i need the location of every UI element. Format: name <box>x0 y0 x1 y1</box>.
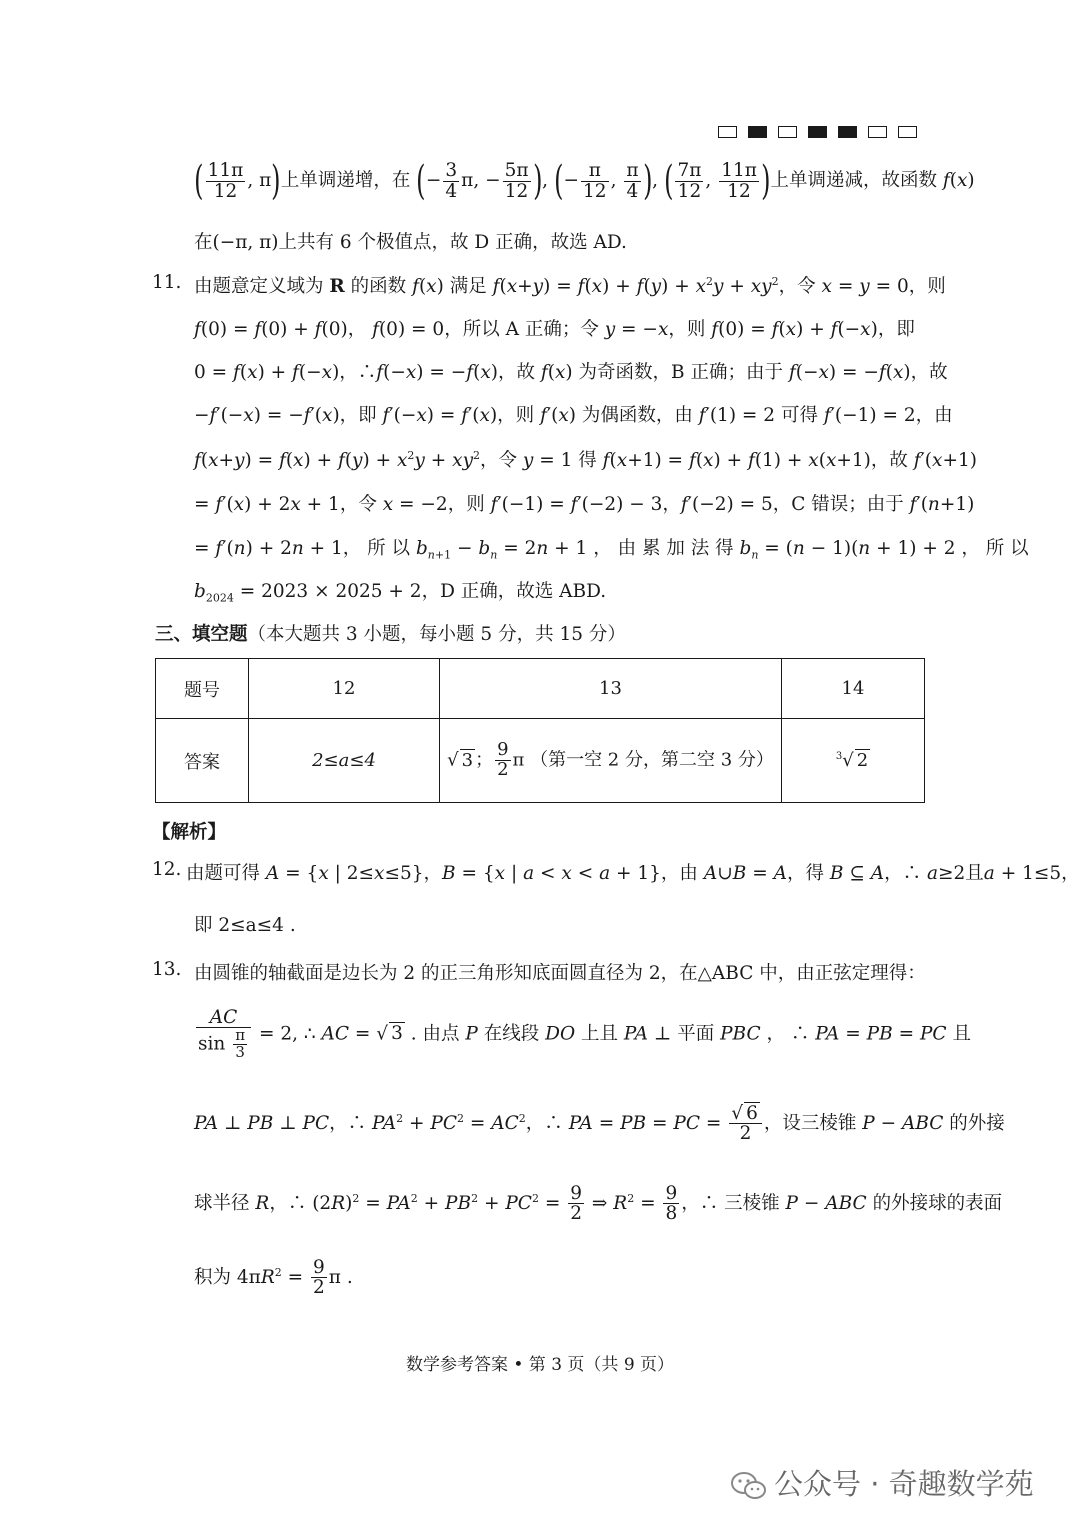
q10-line-2: 在(−π, π)上共有 6 个极值点，故 D 正确，故选 AD. <box>194 232 627 253</box>
table-cell: 14 <box>782 659 925 719</box>
q13-line-3: PA ⊥ PB ⊥ PC，∴ $PA^2 + PC^2 = AC^2$，∴ PA = PB = PC = $\frac{√ 6}{2}$ ，设三棱锥 P − ABC 的外接 <box>194 1103 1005 1145</box>
q11-line-3: 0 = f(x) + f(−x)，∴f(−x) = −f(x)，故 f(x) 为奇函数，B 正确；由于 f(−x) = −f(x)，故 <box>194 362 948 383</box>
q11-line-1: 由题意定义域为 R 的函数 f(x) 满足 $f(x+y) = f(x) + f(y) + x^2y + xy^2$，令 x = y = 0，则 <box>194 274 946 297</box>
q11-line-7: = f′(n) + 2n + 1， 所 以 $b_{n+1} - b_n = 2n + 1$ ， 由 累 加 法 得 $b_n = (n - 1)(n + 1) + 2$ ， 所 以 <box>194 538 1029 562</box>
q11-line-8: $b_{2024} = 2023 \times 2025 + 2$，D 正确，故选 ABD. <box>194 581 607 605</box>
q11-line-4: −f′(−x) = −f′(x)，即 f′(−x) = f′(x)，则 f′(x) 为偶函数，由 f′(1) = 2 可得 f′(−1) = 2，由 <box>194 405 953 426</box>
answer-table <box>155 658 925 803</box>
table-answer-row <box>156 719 925 803</box>
marker-box <box>778 126 797 138</box>
q11-line-6: = f′(x) + 2x + 1，令 x = −2，则 f′(−1) = f′(−2) − 3，f′(−2) = 5，C 错误；由于 f′(n+1) <box>194 494 975 515</box>
q11-number: 11. <box>152 272 182 293</box>
q13-line-1: 由圆锥的轴截面是边长为 2 的正三角形知底面圆直径为 2，在△ABC 中，由正弦定理得： <box>194 963 926 984</box>
marker-box <box>748 126 767 138</box>
watermark <box>730 1462 1034 1503</box>
answer-14: $^3$√ 2 <box>782 719 925 803</box>
marker-box <box>718 126 737 138</box>
q11-line-5: $f(x+y) = f(x) + f(y) + x^2y + xy^2$，令 y = 1 得 f(x+1) = f(x) + f(1) + x(x+1)，故 f′(x+1) <box>194 448 977 471</box>
q11-line-2: f(0) = f(0) + f(0)， f(0) = 0，所以 A 正确；令 y = −x，则 f(0) = f(x) + f(−x)，即 <box>194 319 915 340</box>
q13-line-2: AC sin $\frac{\pi}{3}$ = 2, ∴ AC = √ 3 . 由点 P 在线段 DO 上且 PA ⊥ 平面 PBC ， ∴ PA = PB = PC 且 <box>198 1007 971 1062</box>
marker-box <box>808 126 827 138</box>
page-footer: 数学参考答案 • 第 3 页（共 9 页） <box>405 1355 675 1375</box>
marker-box <box>838 126 857 138</box>
q13-number: 13. <box>152 959 182 980</box>
marker-box <box>868 126 887 138</box>
q12-number: 12. <box>152 859 182 880</box>
analysis-heading: 【解析】 <box>152 822 227 843</box>
table-cell: 题号 <box>156 659 249 719</box>
table-cell: 13 <box>440 659 782 719</box>
page-marker-boxes <box>718 121 928 143</box>
q12-line-2: 即 2≤a≤4 . <box>194 915 296 936</box>
q13-line-4: 球半径 R，∴ $(2R)^2 = PA^2 + PB^2 + PC^2$ = $\frac{9}{2}$ ⇒ $R^2$ = $\frac{9}{8}$ ，∴ 三棱锥 P − ABC 的外接球的表面 <box>194 1183 1003 1225</box>
marker-box <box>898 126 917 138</box>
answer-13: √ 3 ； $\frac{9}{2}$ π （第一空 2 分，第二空 3 分） <box>440 719 782 803</box>
q10-line-1: ( $\frac{11\pi}{12}$ , π)上单调递增，在 (− $\frac{3}{4}$ π, − $\frac{5\pi}{12}$ ), (− $\frac{\pi}{12}$ , $\frac{\pi}{4}$ ), ( $\frac{7\pi}{12}$ , $\frac{11\pi}{12}$ )上单调递减，故函数 f(x) <box>194 158 975 204</box>
watermark-text: 公众号 · 奇趣数学苑 <box>774 1467 1034 1501</box>
wechat-icon <box>730 1471 768 1501</box>
table-cell: 12 <box>249 659 440 719</box>
table-header-row <box>156 659 925 719</box>
q13-line-5: 积为 $4\pi R^2$ = $\frac{9}{2}$ π . <box>194 1257 353 1299</box>
table-cell: 答案 <box>156 719 249 803</box>
q12-line-1: 由题可得 A = {x | 2≤x≤5}，B = {x | a < x < a + 1}，由 A∪B = A，得 B ⊆ A，∴ a≥2且a + 1≤5， <box>186 863 1080 884</box>
section-3-heading: 三、填空题（本大题共 3 小题，每小题 5 分，共 15 分） <box>155 624 626 645</box>
answer-12: 2≤a≤4 <box>249 719 440 803</box>
